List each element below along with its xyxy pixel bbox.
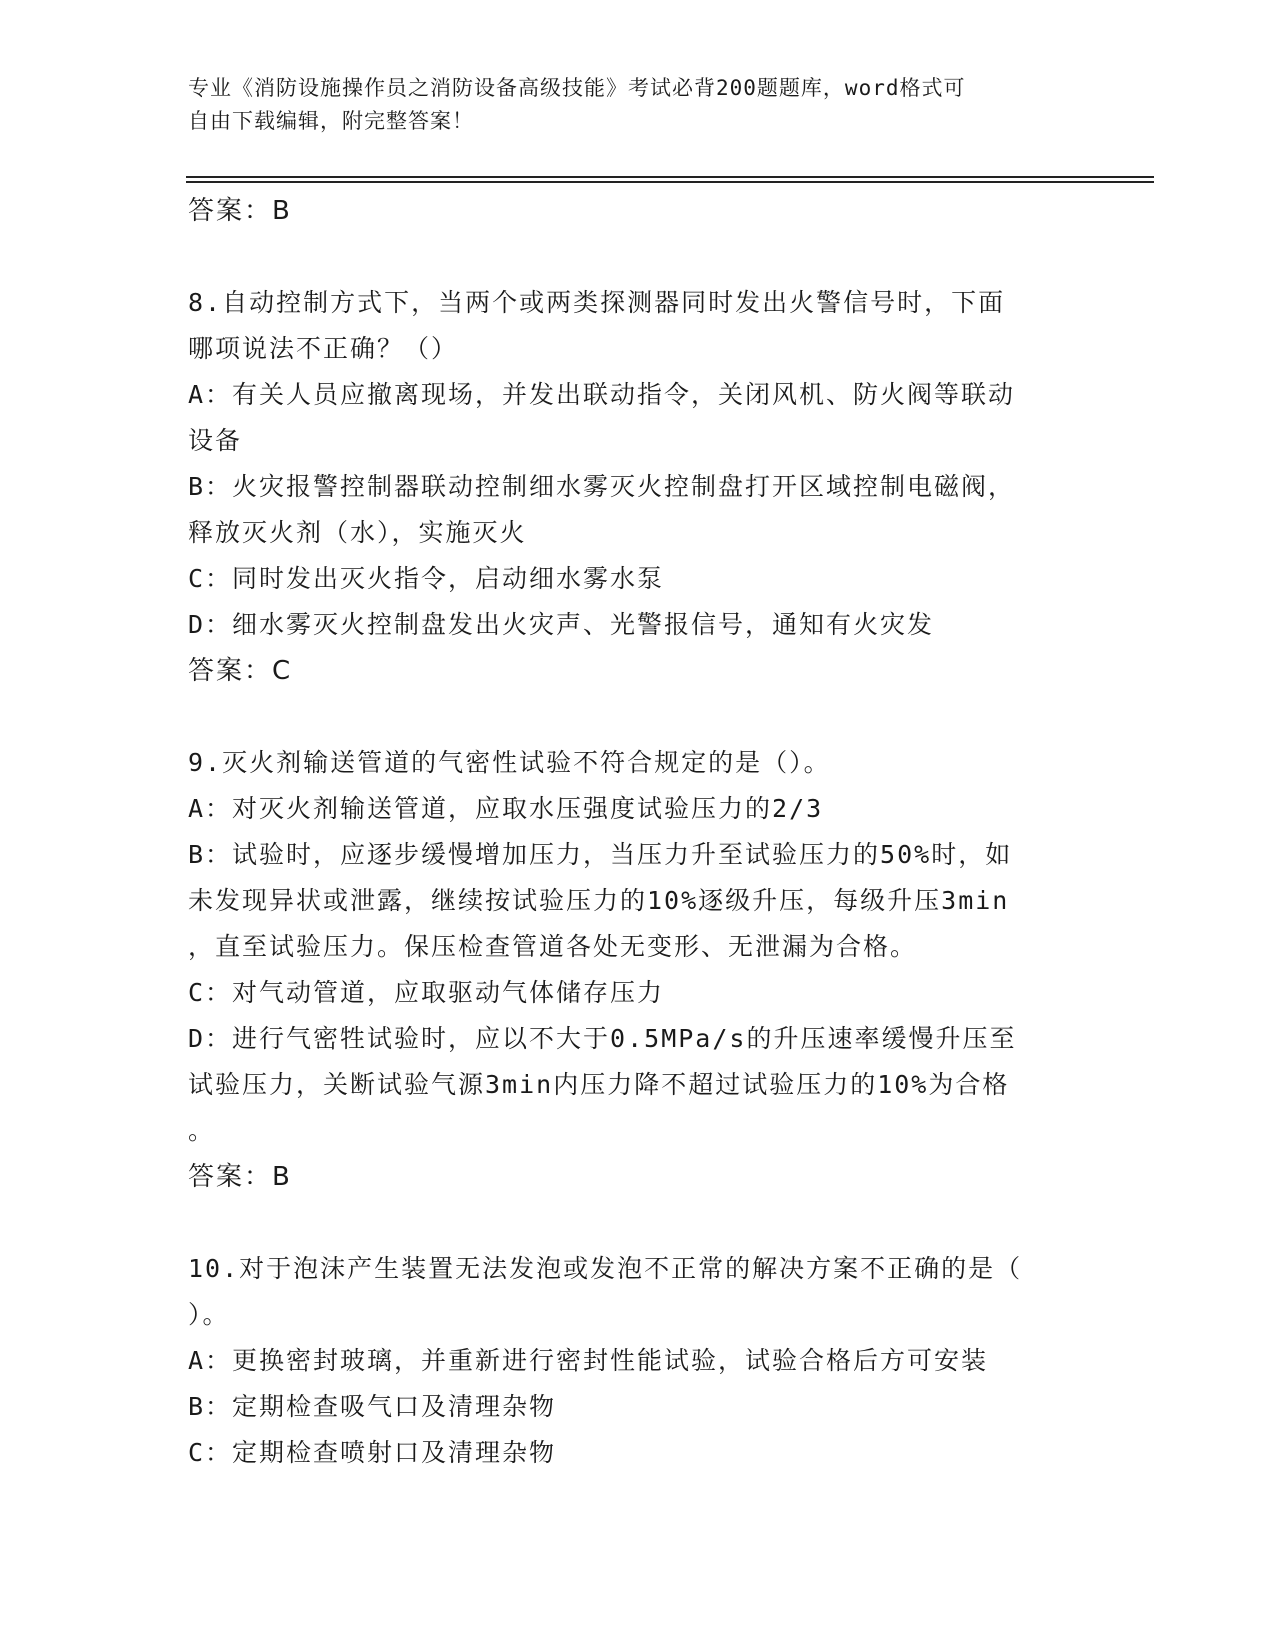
question-text-line: 。 [188, 1116, 216, 1145]
question-text-line: C：对气动管道，应取驱动气体储存压力 [188, 978, 665, 1007]
question-text-line: ）。 [188, 1300, 230, 1329]
document-header [188, 72, 1068, 138]
question-text-line: C：同时发出灭火指令，启动细水雾水泵 [188, 564, 665, 593]
answer-line: 答案：C [188, 656, 293, 686]
header-line-1: 专业《消防设施操作员之消防设备高级技能》考试必背200题题库，word格式可 [188, 76, 966, 100]
question-text-line: ，直至试验压力。保压检查管道各处无变形、无泄漏为合格。 [188, 932, 918, 961]
question-text-line: 试验压力，关断试验气源3min内压力降不超过试验压力的10%为合格 [188, 1070, 1010, 1099]
question-list [188, 188, 1088, 1476]
question-text-line: B：火灾报警控制器联动控制细水雾灭火控制盘打开区域控制电磁阀， [188, 472, 1016, 501]
spacer [188, 1200, 1088, 1246]
question-text-line: B：试验时，应逐步缓慢增加压力，当压力升至试验压力的50%时，如 [188, 840, 1013, 869]
question-text-line: 释放灭火剂（水），实施灭火 [188, 518, 527, 547]
question-text-line: D：进行气密牲试验时，应以不大于0.5MPa/s的升压速率缓慢升压至 [188, 1024, 1017, 1053]
answer-line: 答案：B [188, 1162, 292, 1192]
spacer [188, 694, 1088, 740]
header-rule-top [186, 176, 1154, 178]
header-line-2: 自由下载编辑，附完整答案！ [188, 109, 474, 133]
question-text-line: 9.灭火剂输送管道的气密性试验不符合规定的是（）。 [188, 748, 831, 777]
question-text-line: C：定期检查喷射口及清理杂物 [188, 1438, 557, 1467]
answer-line: 答案：B [188, 196, 292, 226]
question-text-line: A：有关人员应撤离现场，并发出联动指令，关闭风机、防火阀等联动 [188, 380, 1016, 409]
question-text-line: 8.自动控制方式下，当两个或两类探测器同时发出火警信号时，下面 [188, 288, 1006, 317]
question-text-line: B：定期检查吸气口及清理杂物 [188, 1392, 557, 1421]
question-text-line: 10.对于泡沫产生装置无法发泡或发泡不正常的解决方案不正确的是（ [188, 1254, 1023, 1283]
question-text-line: A：更换密封玻璃，并重新进行密封性能试验，试验合格后方可安装 [188, 1346, 989, 1375]
question-text-line: 设备 [188, 426, 243, 455]
question-text-line: D：细水雾灭火控制盘发出火灾声、光警报信号，通知有火灾发 [188, 610, 935, 639]
question-text-line: A：对灭火剂输送管道，应取水压强度试验压力的2/3 [188, 794, 824, 823]
spacer [188, 234, 1088, 280]
question-text-line: 哪项说法不正确？（） [188, 334, 459, 363]
header-rule-bottom [186, 181, 1154, 183]
question-text-line: 未发现异状或泄露，继续按试验压力的10%逐级升压，每级升压3min [188, 886, 1010, 915]
